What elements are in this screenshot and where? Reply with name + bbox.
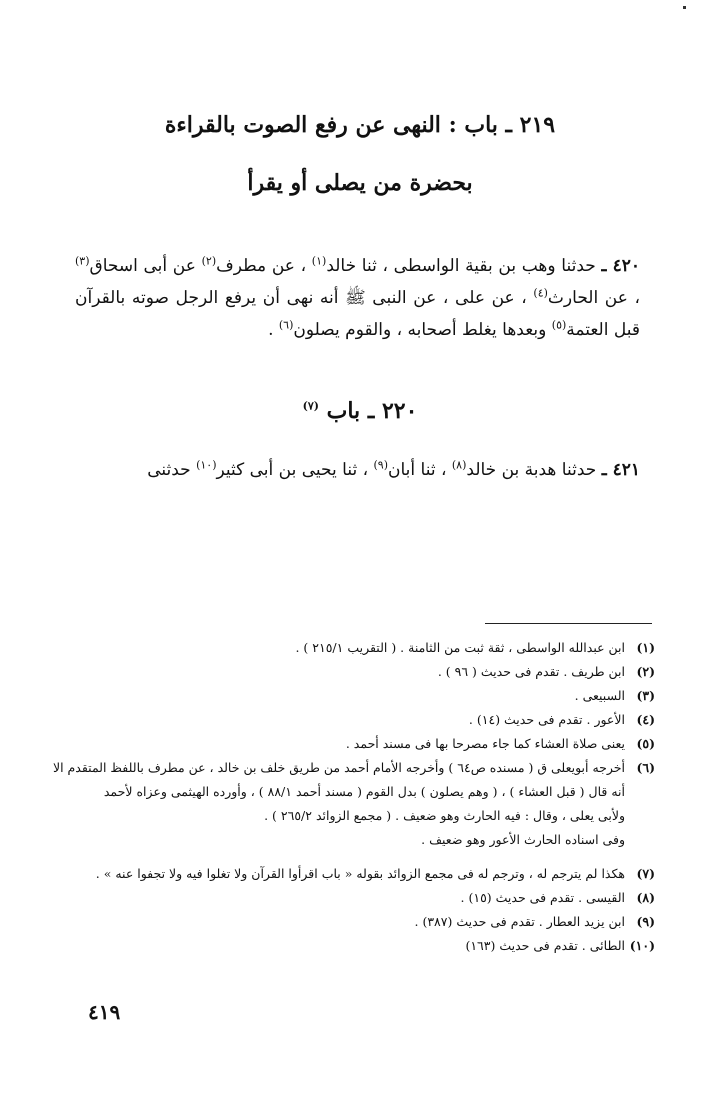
footnote [70,684,655,708]
footnote-text: أنه قال ( قبل العشاء ) ، ( وهم يصلون ) بدل القوم ( مسند أحمد ٨٨/١ ) ، وأورده الهيثمى وعزاه لأحمد [103,784,625,799]
hadith-text: ، ثنا أبان [388,460,447,480]
footnote-ref: (١) [311,254,327,268]
footnote-number: (٨) [636,890,655,905]
footnote-ref: (٤) [533,286,548,300]
footnote-text: السبيعى . [574,688,625,703]
hadith-number: ٤٢٠ ـ [601,256,641,276]
footnote-text: ابن عبدالله الواسطى ، ثقة ثبت من الثامنة . ( التقريب ٢١٥/١ ) . [295,640,625,655]
page-number: ٤١٩ [88,1000,121,1024]
footnote-ref: (٣) [75,254,90,268]
footnote-text: ولأبى يعلى ، وقال : فيه الحارث وهو ضعيف . ( مجمع الزوائد ٢٦٥/٢ ) . [264,808,625,823]
hadith-text: ، عن الحارث [547,288,640,308]
section-220-title [60,398,660,424]
hadith-number: ٤٢١ ـ [601,460,640,480]
footnote-number: (١) [636,640,655,655]
footnote-text: الطائى . تقدم فى حديث (١٦٣) [465,938,625,953]
corner-mark [683,6,686,9]
section-title-text: ٢٢٠ ـ باب [326,398,418,424]
footnote-text: القيسى . تقدم فى حديث (١٥) . [460,890,625,905]
footnote-number: (٤) [636,712,655,727]
footnote [70,910,655,934]
footnote-number: (٦) [636,760,655,775]
footnote [52,756,655,780]
hadith-text: عن أبى اسحاق [89,256,196,276]
footnote-number: (٣) [636,688,655,703]
hadith-text: حدثنا وهب بن بقية الواسطى ، ثنا خالد [326,256,596,276]
footnote-ref: (٩) [373,458,388,472]
footnote-text: ابن طريف . تقدم فى حديث ( ٩٦ ) . [437,664,625,679]
footnote-ref: (٦) [278,318,294,332]
footnotes [52,636,655,958]
hadith-text: حدثنى [147,460,191,480]
footnote-number: (١٠) [629,938,655,953]
hadith-text: وبعدها يغلط أصحابه ، والقوم يصلون [293,320,547,340]
footnote [70,660,655,684]
footnote-divider [485,623,652,624]
footnote-number: (٢) [636,664,655,679]
footnote [70,862,655,886]
footnote-ref: (٥) [551,318,567,332]
chapter-subtitle: بحضرة من يصلى أو يقرأ [247,170,473,196]
hadith-text: ، عن مطرف [216,256,307,276]
footnote-number: (٧) [636,866,655,881]
footnote [70,636,655,660]
footnote-ref: (٨) [451,458,467,472]
footnote-number: (٩) [636,914,655,929]
footnote-ref: (٧) [302,399,319,413]
hadith-text: ، ثنا يحيى بن أبى كثير [216,460,369,480]
footnote-ref: (١٠) [196,458,217,472]
footnote [70,732,655,756]
footnote-text: يعنى صلاة العشاء كما جاء مصرحا بها فى مسند أحمد . [345,736,625,751]
hadith-421 [75,454,640,486]
footnote-text: وفى اسناده الحارث الأعور وهو ضعيف . [421,832,625,847]
footnote-continuation [70,828,655,852]
chapter-title: ٢١٩ ـ باب : النهى عن رفع الصوت بالقراءة [164,112,556,138]
hadith-text: حدثنا هدبة بن خالد [466,460,597,480]
hadith-420 [75,250,640,346]
footnote [70,934,655,958]
hadith-text: ، عن على ، عن النبى ﷺ أنه نهى أن يرفع الرجل صوته بالقرآن قبل العتمة [75,288,640,340]
footnote-number: (٥) [636,736,655,751]
footnote-text: أخرجه أبويعلى ق ( مسنده ص٦٤ ) وأخرجه الأمام أحمد من طريق خلف بن خالد ، عن مطرف باللفظ المتقدم الا [52,760,625,775]
footnote-text: هكذا لم يترجم له ، وترجم له فى مجمع الزوائد بقوله « باب اقرأوا القرآن ولا تغلوا فيه ولا تجفوا عنه » . [95,866,625,881]
footnote-text: ابن يزيد العطار . تقدم فى حديث (٣٨٧) . [414,914,625,929]
hadith-text: . [268,320,274,340]
footnote-continuation [70,780,655,804]
footnote [70,886,655,910]
footnote-text: الأعور . تقدم فى حديث (١٤) . [468,712,625,727]
footnote [70,708,655,732]
footnote-ref: (٢) [201,254,217,268]
footnote-continuation [70,804,655,828]
